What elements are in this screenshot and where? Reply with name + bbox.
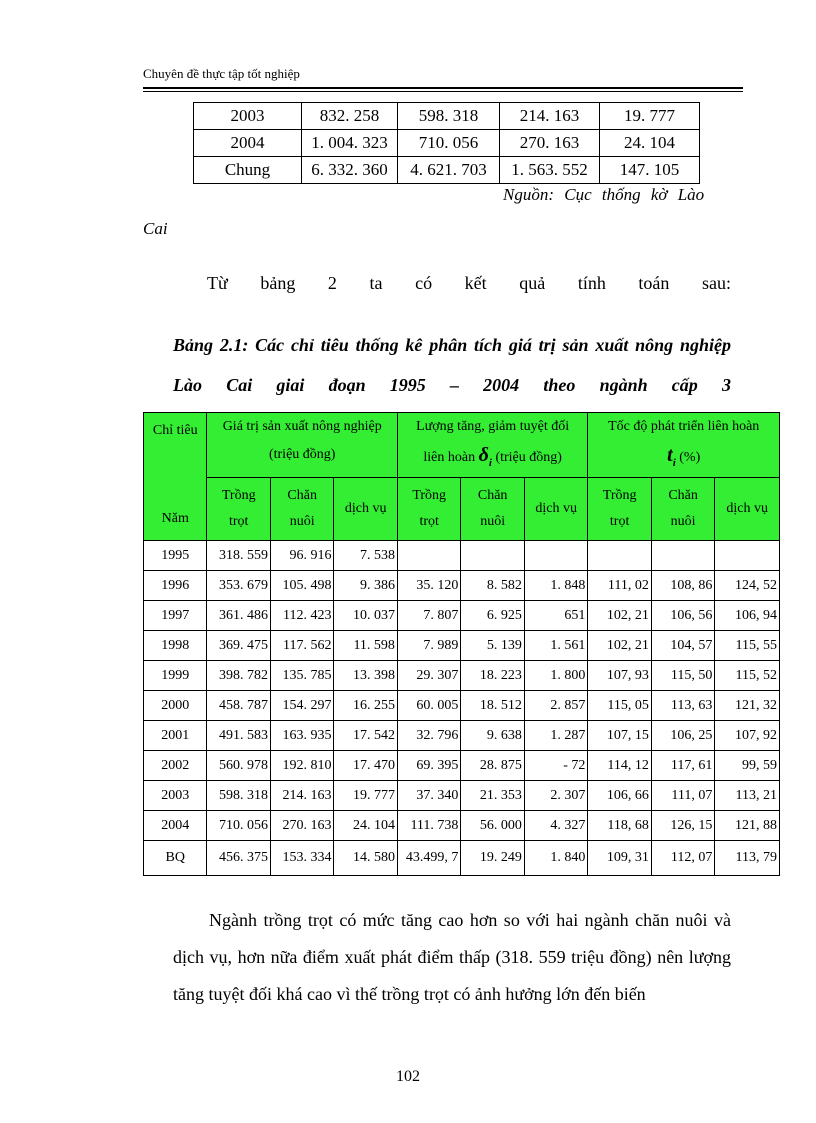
- year-cell: BQ: [144, 841, 207, 876]
- value-cell: 5. 139: [461, 631, 524, 661]
- value-cell: 1. 800: [524, 661, 587, 691]
- table-row: [144, 661, 780, 691]
- value-cell: 105. 498: [270, 571, 333, 601]
- value-cell: 560. 978: [207, 751, 270, 781]
- value-cell: 117, 61: [651, 751, 714, 781]
- table-cell: 832. 258: [302, 103, 398, 130]
- year-cell: 2001: [144, 721, 207, 751]
- intro-word: quả: [519, 273, 546, 293]
- value-cell: 154. 297: [270, 691, 333, 721]
- value-cell: 106, 94: [715, 601, 780, 631]
- table-cell: 24. 104: [600, 130, 700, 157]
- value-cell: 113, 79: [715, 841, 780, 876]
- value-cell: 7. 538: [334, 541, 397, 571]
- value-cell: - 72: [524, 751, 587, 781]
- value-cell: 126, 15: [651, 811, 714, 841]
- value-cell: 112. 423: [270, 601, 333, 631]
- value-cell: 104, 57: [651, 631, 714, 661]
- sub-header-text: Trồng: [602, 488, 637, 503]
- value-cell: 369. 475: [207, 631, 270, 661]
- value-cell: 17. 542: [334, 721, 397, 751]
- value-cell: [461, 541, 524, 571]
- sub-header-text: Chăn: [668, 488, 698, 503]
- value-cell: 192. 810: [270, 751, 333, 781]
- table-cell: 214. 163: [500, 103, 600, 130]
- value-cell: 21. 353: [461, 781, 524, 811]
- table-cell: 1. 563. 552: [500, 157, 600, 184]
- source-note-continued: Cai: [143, 219, 168, 238]
- sub-header-text: Trồng: [221, 488, 256, 503]
- value-cell: 398. 782: [207, 661, 270, 691]
- group-header-text: liên hoàn: [423, 450, 476, 465]
- value-cell: 2. 307: [524, 781, 587, 811]
- table-row: [144, 751, 780, 781]
- table-row: [194, 103, 700, 130]
- value-cell: 458. 787: [207, 691, 270, 721]
- intro-word: ta: [369, 273, 383, 293]
- table-cell: 1. 004. 323: [302, 130, 398, 157]
- value-cell: 106, 25: [651, 721, 714, 751]
- value-cell: 4. 327: [524, 811, 587, 841]
- value-cell: 18. 512: [461, 691, 524, 721]
- group-header-absolute-change: [397, 413, 587, 478]
- year-cell: 1998: [144, 631, 207, 661]
- year-cell: 1999: [144, 661, 207, 691]
- table-cell: 598. 318: [398, 103, 500, 130]
- value-cell: 69. 395: [397, 751, 460, 781]
- value-cell: 24. 104: [334, 811, 397, 841]
- value-cell: 43.499, 7: [397, 841, 460, 876]
- value-cell: 96. 916: [270, 541, 333, 571]
- value-cell: 29. 307: [397, 661, 460, 691]
- value-cell: 111, 07: [651, 781, 714, 811]
- value-cell: 598. 318: [207, 781, 270, 811]
- average-row: [144, 841, 780, 876]
- table-row: [144, 781, 780, 811]
- value-cell: 113, 21: [715, 781, 780, 811]
- sub-header-text: nuôi: [670, 514, 696, 529]
- intro-word: Từ: [207, 273, 228, 293]
- value-cell: 113, 63: [651, 691, 714, 721]
- group-header-text: (%): [679, 450, 701, 465]
- page-number: 102: [396, 1068, 420, 1085]
- value-cell: 124, 52: [715, 571, 780, 601]
- value-cell: 651: [524, 601, 587, 631]
- table-row: [144, 691, 780, 721]
- table-cell: 2003: [194, 103, 302, 130]
- value-cell: 456. 375: [207, 841, 270, 876]
- value-cell: 121, 32: [715, 691, 780, 721]
- value-cell: 16. 255: [334, 691, 397, 721]
- value-cell: 108, 86: [651, 571, 714, 601]
- year-cell: 2002: [144, 751, 207, 781]
- value-cell: 32. 796: [397, 721, 460, 751]
- value-cell: 11. 598: [334, 631, 397, 661]
- body-paragraph: [173, 902, 731, 1013]
- table-row: [144, 541, 780, 571]
- value-cell: 19. 777: [334, 781, 397, 811]
- intro-word: tính: [577, 273, 606, 293]
- value-cell: 111, 02: [588, 571, 651, 601]
- sub-header-text: dịch vụ: [535, 501, 577, 516]
- value-cell: 118, 68: [588, 811, 651, 841]
- intro-sentence: [207, 273, 731, 294]
- corner-header-top: Chỉ tiêu: [152, 423, 198, 438]
- value-cell: 10. 037: [334, 601, 397, 631]
- table-caption: Bảng 2.1: Các chỉ tiêu thống kê phân tích giá trị sản xuất nông nghiệp Lào Cai giai đoạn 1995 – 2004 theo ngành cấp 3: [173, 335, 731, 395]
- table-row: [144, 631, 780, 661]
- value-cell: 102, 21: [588, 601, 651, 631]
- value-cell: [651, 541, 714, 571]
- intro-word: 2: [327, 273, 337, 293]
- value-cell: 107, 93: [588, 661, 651, 691]
- table-row: [144, 571, 780, 601]
- value-cell: 109, 31: [588, 841, 651, 876]
- value-cell: 14. 580: [334, 841, 397, 876]
- value-cell: 60. 005: [397, 691, 460, 721]
- sub-header-text: Trồng: [412, 488, 447, 503]
- value-cell: 111. 738: [397, 811, 460, 841]
- value-cell: 112, 07: [651, 841, 714, 876]
- table-row: [144, 601, 780, 631]
- group-header-text: (triệu đồng): [495, 450, 562, 465]
- value-cell: 353. 679: [207, 571, 270, 601]
- value-cell: 56. 000: [461, 811, 524, 841]
- value-cell: 107, 92: [715, 721, 780, 751]
- table-row: [194, 157, 700, 184]
- sub-header-cell: [207, 478, 270, 541]
- value-cell: 2. 857: [524, 691, 587, 721]
- sub-header-text: Chăn: [287, 488, 317, 503]
- value-cell: 19. 249: [461, 841, 524, 876]
- corner-header-bottom: Năm: [161, 511, 189, 526]
- group-header-production-value: [207, 413, 397, 478]
- value-cell: 121, 88: [715, 811, 780, 841]
- table-cell: Chung: [194, 157, 302, 184]
- value-cell: 710. 056: [207, 811, 270, 841]
- table-cell: 710. 056: [398, 130, 500, 157]
- group-header-line2: (triệu đồng): [268, 447, 336, 462]
- year-cell: 1997: [144, 601, 207, 631]
- value-cell: 8. 582: [461, 571, 524, 601]
- intro-word: kết: [464, 273, 487, 293]
- year-cell: 2003: [144, 781, 207, 811]
- value-cell: 9. 638: [461, 721, 524, 751]
- intro-word: sau:: [701, 273, 731, 293]
- value-cell: 114, 12: [588, 751, 651, 781]
- intro-word: toán: [638, 273, 670, 293]
- value-cell: 28. 875: [461, 751, 524, 781]
- header-rule-thick: [143, 87, 743, 89]
- group-header-growth-rate: [588, 413, 780, 478]
- delta-symbol: $\delta_i$: [478, 444, 492, 469]
- value-cell: 1. 848: [524, 571, 587, 601]
- sub-header-text: trọt: [419, 514, 439, 529]
- paragraph-text: Ngành trồng trọt có mức tăng cao hơn so với hai ngành chăn nuôi và dịch vụ, hơn nữa điểm xuất phát điểm thấp (318. 559 triệu đồng) nên lượng tăng tuyệt đối khá cao vì thế trồng trọt có ảnh hưởng lớn đến biến: [173, 910, 731, 1004]
- running-header: Chuyên đề thực tập tốt nghiệp: [143, 66, 300, 81]
- value-cell: 1. 287: [524, 721, 587, 751]
- source-note: Nguồn: Cục thống kờ Lào: [503, 185, 705, 204]
- value-cell: 106, 66: [588, 781, 651, 811]
- value-cell: 102, 21: [588, 631, 651, 661]
- sub-header-cell: [334, 478, 397, 541]
- value-cell: 6. 925: [461, 601, 524, 631]
- value-cell: 318. 559: [207, 541, 270, 571]
- value-cell: 18. 223: [461, 661, 524, 691]
- group-header-line2: [398, 441, 587, 477]
- value-cell: 1. 840: [524, 841, 587, 876]
- value-cell: 115, 52: [715, 661, 780, 691]
- sub-header-cell: [461, 478, 524, 541]
- sub-header-text: nuôi: [289, 514, 315, 529]
- sub-header-text: dịch vụ: [726, 501, 768, 516]
- value-cell: 491. 583: [207, 721, 270, 751]
- year-cell: 1995: [144, 541, 207, 571]
- value-cell: 106, 56: [651, 601, 714, 631]
- table-cell: 4. 621. 703: [398, 157, 500, 184]
- value-cell: 115, 50: [651, 661, 714, 691]
- value-cell: 107, 15: [588, 721, 651, 751]
- sub-header-text: trọt: [229, 514, 249, 529]
- sub-header-cell: [715, 478, 780, 541]
- value-cell: 99, 59: [715, 751, 780, 781]
- value-cell: 153. 334: [270, 841, 333, 876]
- table-row: [144, 721, 780, 751]
- indicator-table: [143, 412, 780, 876]
- value-cell: [715, 541, 780, 571]
- sub-header-cell: [651, 478, 714, 541]
- value-cell: 117. 562: [270, 631, 333, 661]
- value-cell: 214. 163: [270, 781, 333, 811]
- sub-header-text: dịch vụ: [344, 501, 387, 516]
- value-cell: 115, 05: [588, 691, 651, 721]
- table-row: [194, 130, 700, 157]
- year-cell: 2004: [144, 811, 207, 841]
- value-cell: 9. 386: [334, 571, 397, 601]
- group-header-line1: Giá trị sản xuất nông nghiệp: [222, 419, 382, 434]
- value-cell: [524, 541, 587, 571]
- table-cell: 147. 105: [600, 157, 700, 184]
- value-cell: 7. 989: [397, 631, 460, 661]
- sub-header-cell: [524, 478, 587, 541]
- value-cell: 13. 398: [334, 661, 397, 691]
- value-cell: [397, 541, 460, 571]
- year-cell: 2000: [144, 691, 207, 721]
- value-cell: 35. 120: [397, 571, 460, 601]
- intro-word: bảng: [260, 273, 296, 293]
- table-cell: 6. 332. 360: [302, 157, 398, 184]
- group-header-line2: [588, 441, 779, 477]
- group-header-line1: Lượng tăng, giảm tuyệt đối: [416, 419, 570, 434]
- value-cell: 17. 470: [334, 751, 397, 781]
- header-rule-thin: [143, 91, 743, 92]
- group-header-line1: Tốc độ phát triển liên hoàn: [608, 419, 760, 434]
- value-cell: 115, 55: [715, 631, 780, 661]
- value-cell: 1. 561: [524, 631, 587, 661]
- sub-header-cell: [270, 478, 333, 541]
- sub-header-text: nuôi: [480, 514, 506, 529]
- sub-header-text: Chăn: [477, 488, 508, 503]
- t-symbol: $t_i$: [667, 444, 676, 469]
- year-cell: 1996: [144, 571, 207, 601]
- sub-header-text: trọt: [609, 514, 630, 529]
- sub-header-cell: [588, 478, 651, 541]
- table-cell: 19. 777: [600, 103, 700, 130]
- value-cell: [588, 541, 651, 571]
- continued-table: [193, 102, 700, 184]
- value-cell: 361. 486: [207, 601, 270, 631]
- table-cell: 270. 163: [500, 130, 600, 157]
- corner-header-cell: [144, 413, 207, 541]
- sub-header-cell: [397, 478, 460, 541]
- table-cell: 2004: [194, 130, 302, 157]
- value-cell: 37. 340: [397, 781, 460, 811]
- value-cell: 270. 163: [270, 811, 333, 841]
- table-row: [144, 811, 780, 841]
- value-cell: 7. 807: [397, 601, 460, 631]
- value-cell: 163. 935: [270, 721, 333, 751]
- value-cell: 135. 785: [270, 661, 333, 691]
- intro-word: có: [415, 273, 433, 293]
